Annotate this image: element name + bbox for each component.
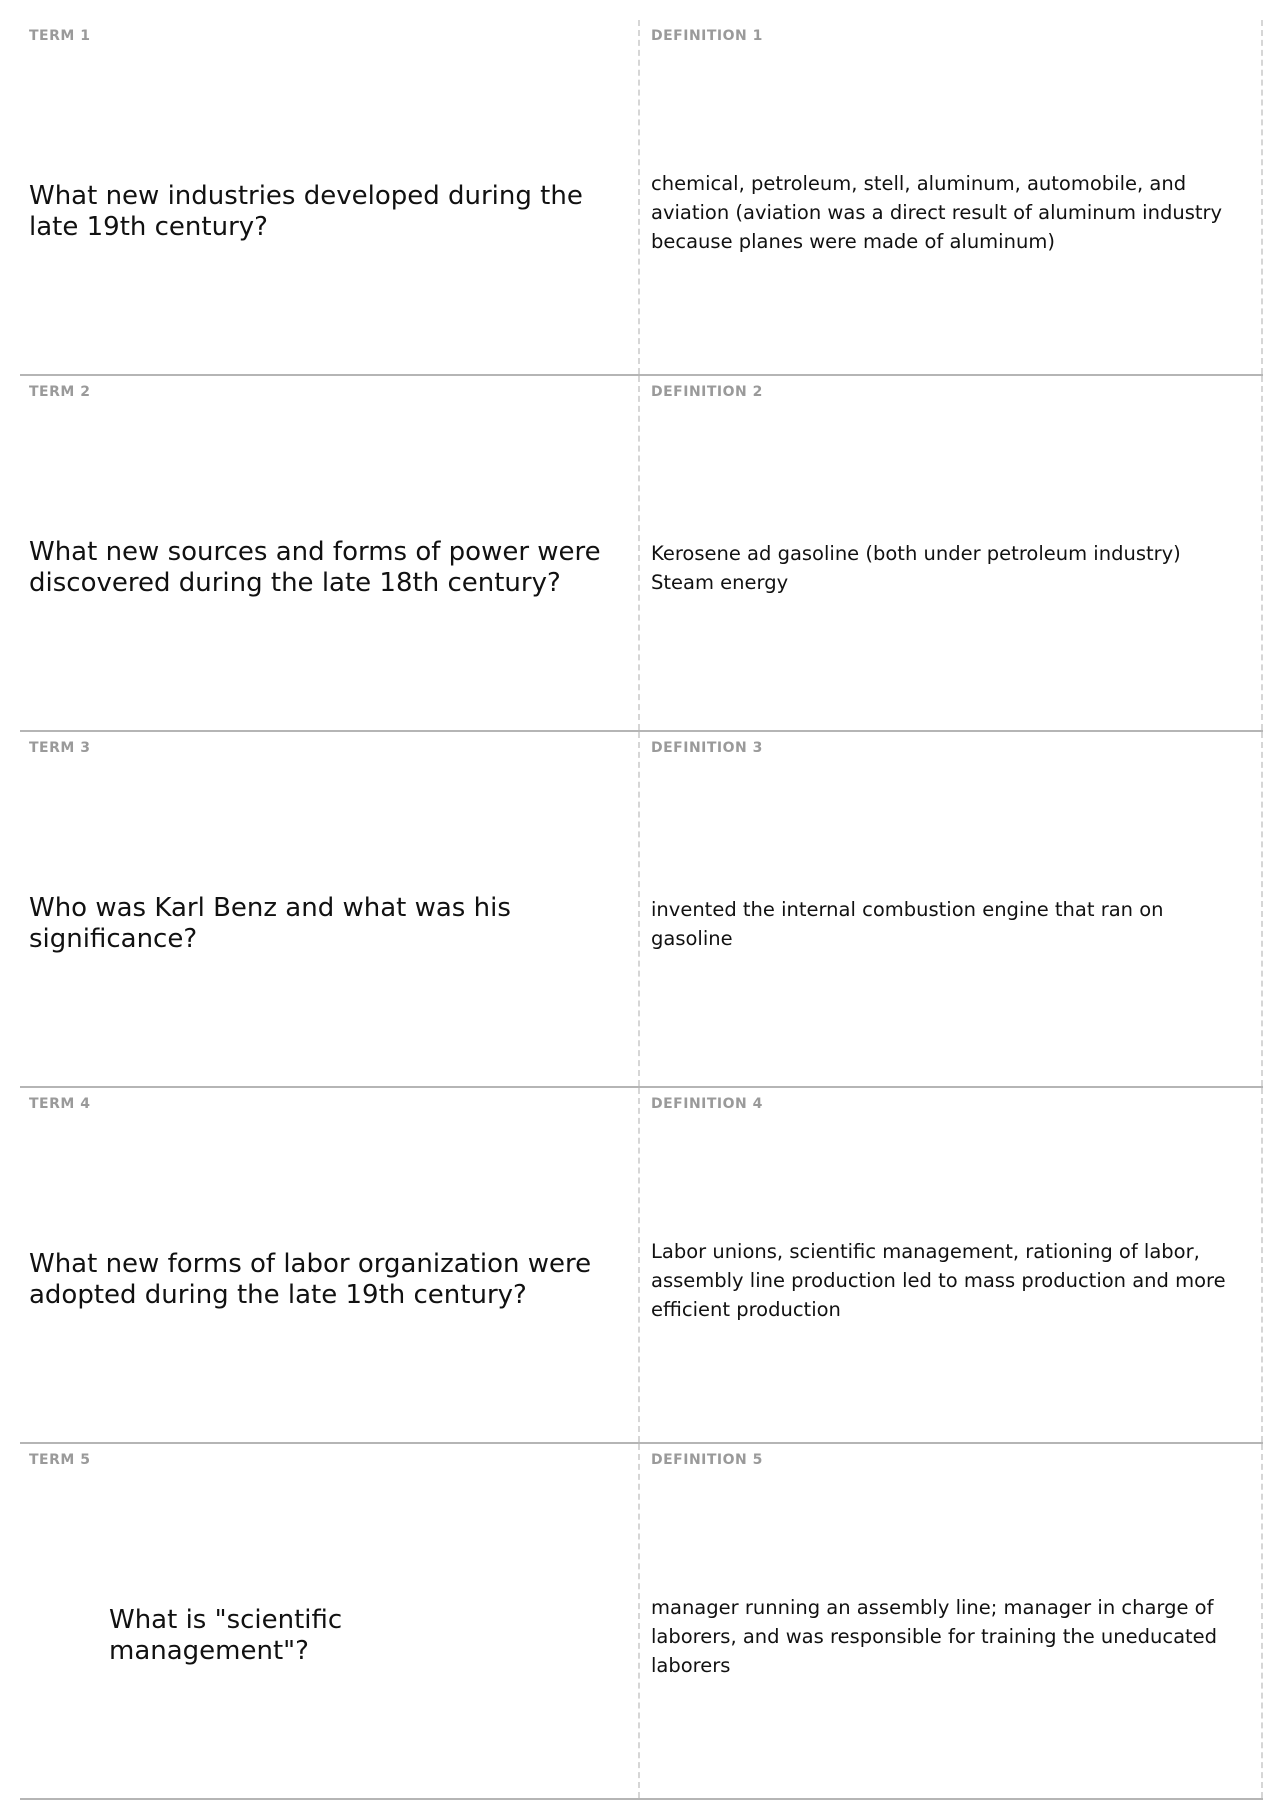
term-text-1: What new industries developed during the late 19th century?	[29, 181, 583, 242]
term-cell-5	[20, 1444, 640, 1798]
card-row-3	[20, 732, 1263, 1088]
term-cell-4	[20, 1088, 640, 1442]
term-label-5: TERM 5	[29, 1452, 91, 1468]
definition-label-5: DEFINITION 5	[651, 1452, 763, 1468]
term-cell-2	[20, 376, 640, 730]
definition-text-5: manager running an assembly line; manager in charge of laborers, and was responsible for training the uneducated laborers	[651, 1595, 1218, 1677]
definition-label-1: DEFINITION 1	[651, 28, 763, 44]
definition-cell-5	[640, 1444, 1263, 1798]
definition-text-4: Labor unions, scientific management, rationing of labor, assembly line production led to mass production and more efficient production	[651, 1239, 1226, 1321]
definition-text-1: chemical, petroleum, stell, aluminum, automobile, and aviation (aviation was a direct result of aluminum industry because planes were made of aluminum)	[651, 171, 1223, 253]
definition-label-4: DEFINITION 4	[651, 1096, 763, 1112]
card-row-4	[20, 1088, 1263, 1444]
flashcard-sheet	[20, 20, 1263, 1800]
definition-cell-2	[640, 376, 1263, 730]
term-text-5: What is "scientific management"?	[109, 1605, 343, 1666]
card-row-2	[20, 376, 1263, 732]
term-label-1: TERM 1	[29, 28, 91, 44]
definition-text-2: Kerosene ad gasoline (both under petroleum industry) Steam energy	[651, 542, 1181, 594]
card-row-5	[20, 1444, 1263, 1800]
definition-cell-1	[640, 20, 1263, 374]
term-text-3: Who was Karl Benz and what was his significance?	[29, 893, 511, 954]
card-row-1	[20, 20, 1263, 376]
definition-cell-3	[640, 732, 1263, 1086]
definition-cell-4	[640, 1088, 1263, 1442]
term-text-2: What new sources and forms of power were discovered during the late 18th century?	[29, 537, 601, 598]
term-label-4: TERM 4	[29, 1096, 91, 1112]
definition-label-2: DEFINITION 2	[651, 384, 763, 400]
term-cell-1	[20, 20, 640, 374]
term-text-4: What new forms of labor organization were adopted during the late 19th century?	[29, 1249, 592, 1310]
definition-label-3: DEFINITION 3	[651, 740, 763, 756]
definition-text-3: invented the internal combustion engine that ran on gasoline	[651, 898, 1164, 950]
term-cell-3	[20, 732, 640, 1086]
term-label-2: TERM 2	[29, 384, 91, 400]
term-label-3: TERM 3	[29, 740, 91, 756]
